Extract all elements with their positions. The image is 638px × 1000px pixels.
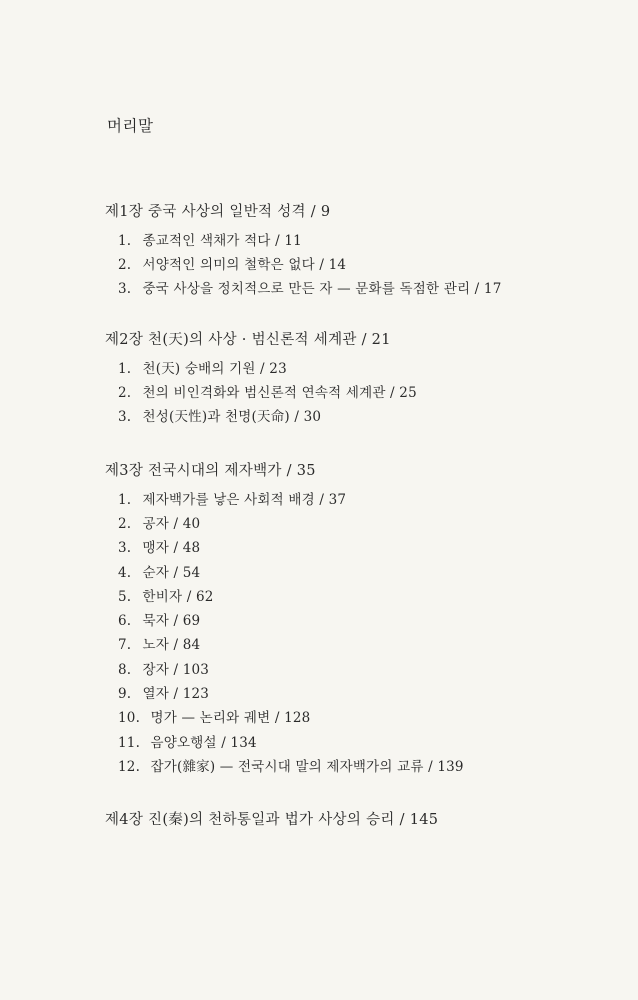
item-number: 1. [118, 233, 132, 249]
item-number: 2. [118, 385, 132, 401]
toc-item [118, 357, 287, 377]
item-number: 2. [118, 516, 132, 532]
item-number: 3. [118, 409, 132, 425]
toc-item [118, 229, 302, 249]
toc-item [118, 277, 502, 297]
item-text: 열자 / 123 [142, 686, 210, 702]
item-text: 천의 비인격화와 범신론적 연속적 세계관 / 25 [142, 385, 417, 401]
item-number: 9. [118, 686, 132, 702]
item-number: 10. [118, 710, 141, 726]
item-number: 1. [118, 492, 132, 508]
item-number: 11. [118, 735, 141, 751]
toc-item [118, 253, 346, 273]
item-text: 맹자 / 48 [142, 540, 201, 556]
item-text: 순자 / 54 [142, 565, 201, 581]
item-number: 8. [118, 662, 132, 678]
toc-item [118, 585, 214, 605]
item-text: 중국 사상을 정치적으로 만든 자 — 문화를 독점한 관리 / 17 [142, 281, 502, 297]
item-number: 12. [118, 759, 141, 775]
item-text: 서양적인 의미의 철학은 없다 / 14 [142, 257, 347, 273]
item-text: 명가 — 논리와 궤변 / 128 [150, 710, 311, 726]
toc-item [118, 488, 346, 508]
item-number: 7. [118, 637, 132, 653]
toc-item [118, 755, 464, 775]
item-text: 장자 / 103 [142, 662, 210, 678]
toc-item [118, 682, 209, 702]
item-text: 노자 / 84 [142, 637, 201, 653]
toc-item [118, 658, 209, 678]
item-number: 1. [118, 361, 132, 377]
toc-item [118, 512, 200, 532]
item-text: 공자 / 40 [142, 516, 201, 532]
toc-item [118, 731, 257, 751]
toc-item [118, 536, 200, 556]
toc-item [118, 633, 200, 653]
item-text: 음양오행설 / 134 [150, 735, 257, 751]
item-number: 4. [118, 565, 132, 581]
item-number: 3. [118, 540, 132, 556]
chapter-2-title: 제2장 천(天)의 사상 · 범신론적 세계관 / 21 [105, 332, 391, 348]
item-text: 천(天) 숭배의 기원 / 23 [142, 361, 287, 377]
item-text: 잡가(雜家) — 전국시대 말의 제자백가의 교류 / 139 [150, 759, 464, 775]
toc-item [118, 609, 200, 629]
item-number: 6. [118, 613, 132, 629]
chapter-4-title: 제4장 진(秦)의 천하통일과 법가 사상의 승리 / 145 [105, 812, 439, 828]
item-text: 종교적인 색채가 적다 / 11 [142, 233, 302, 249]
preface-heading: 머리말 [107, 117, 154, 135]
item-text: 제자백가를 낳은 사회적 배경 / 37 [142, 492, 347, 508]
item-number: 3. [118, 281, 132, 297]
toc-item [118, 405, 321, 425]
toc-item [118, 706, 310, 726]
item-text: 천성(天性)과 천명(天命) / 30 [142, 409, 322, 425]
toc-item [118, 381, 417, 401]
item-number: 2. [118, 257, 132, 273]
chapter-3-title: 제3장 전국시대의 제자백가 / 35 [105, 463, 316, 479]
toc-item [118, 561, 200, 581]
item-number: 5. [118, 589, 132, 605]
item-text: 한비자 / 62 [142, 589, 214, 605]
chapter-1-title: 제1장 중국 사상의 일반적 성격 / 9 [105, 204, 331, 220]
item-text: 묵자 / 69 [142, 613, 201, 629]
